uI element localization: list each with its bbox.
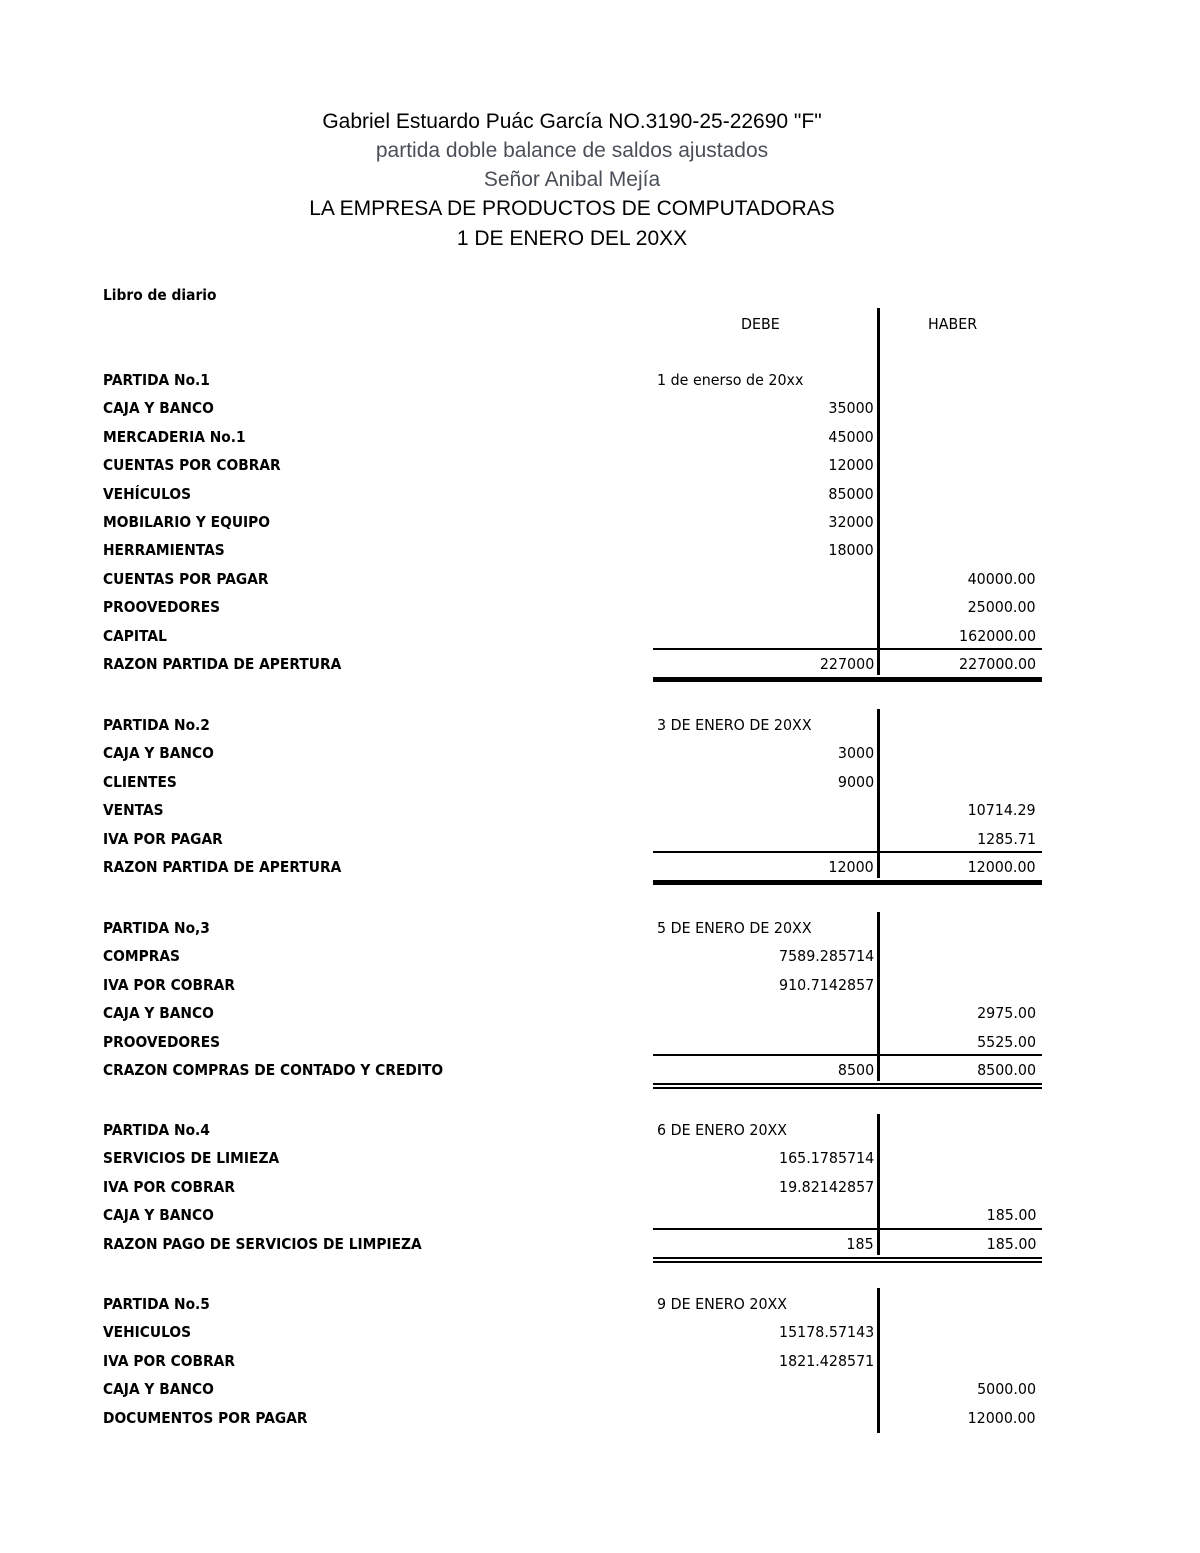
debe-amount: 32000	[828, 513, 874, 531]
debe-amount: 45000	[828, 428, 874, 446]
total-rule	[653, 1228, 1042, 1230]
account-name: CAJA Y BANCO	[103, 399, 214, 417]
haber-amount: 185.00	[986, 1206, 1036, 1224]
account-name: CAJA Y BANCO	[103, 1004, 214, 1022]
debe-amount: 3000	[837, 744, 874, 762]
column-divider	[877, 1114, 880, 1255]
account-name: CAJA Y BANCO	[103, 744, 214, 762]
haber-amount: 162000.00	[958, 627, 1036, 645]
double-rule	[653, 880, 1042, 885]
debe-amount: 7589.285714	[778, 947, 874, 965]
haber-amount: 10714.29	[968, 801, 1036, 819]
partida-title: PARTIDA No.2	[103, 716, 210, 734]
column-header-debe: DEBE	[741, 315, 780, 333]
account-name: CLIENTES	[103, 773, 177, 791]
account-name: SERVICIOS DE LIMIEZA	[103, 1149, 280, 1167]
account-name: COMPRAS	[103, 947, 180, 965]
debe-total: 185	[846, 1235, 874, 1253]
haber-amount: 5525.00	[977, 1033, 1036, 1051]
document-date: 1 DE ENERO DEL 20XX	[456, 227, 688, 250]
account-name: CAJA Y BANCO	[103, 1380, 214, 1398]
debe-amount: 910.7142857	[778, 976, 874, 994]
account-name: IVA POR COBRAR	[103, 1178, 235, 1196]
partida-title: PARTIDA No,3	[103, 919, 210, 937]
column-divider	[877, 912, 880, 1081]
account-name: MERCADERIA No.1	[103, 428, 246, 446]
journal-title: Libro de diario	[103, 286, 217, 304]
partida-date: 9 DE ENERO 20XX	[657, 1295, 788, 1313]
document-subtitle: partida doble balance de saldos ajustados	[375, 139, 769, 162]
author-line: Gabriel Estuardo Puác García NO.3190-25-22690 "F"	[322, 110, 822, 133]
haber-amount: 40000.00	[968, 570, 1036, 588]
razon-text: RAZON PARTIDA DE APERTURA	[103, 655, 342, 673]
account-name: VENTAS	[103, 801, 164, 819]
partida-title: PARTIDA No.5	[103, 1295, 210, 1313]
debe-total: 227000	[819, 655, 874, 673]
total-rule	[653, 1054, 1042, 1056]
double-rule	[653, 1087, 1042, 1089]
professor-name: Señor Anibal Mejía	[483, 168, 661, 191]
account-name: CUENTAS POR PAGAR	[103, 570, 269, 588]
account-name: PROOVEDORES	[103, 598, 221, 616]
razon-text: CRAZON COMPRAS DE CONTADO Y CREDITO	[103, 1061, 444, 1079]
debe-amount: 19.82142857	[778, 1178, 874, 1196]
debe-amount: 12000	[828, 456, 874, 474]
account-name: VEHÍCULOS	[103, 485, 192, 503]
haber-total: 227000.00	[958, 655, 1036, 673]
partida-date: 3 DE ENERO DE 20XX	[657, 716, 812, 734]
haber-amount: 5000.00	[977, 1380, 1036, 1398]
haber-amount: 25000.00	[968, 598, 1036, 616]
debe-total: 8500	[837, 1061, 874, 1079]
total-rule	[653, 851, 1042, 853]
partida-date: 6 DE ENERO 20XX	[657, 1121, 788, 1139]
account-name: CUENTAS POR COBRAR	[103, 456, 281, 474]
double-rule	[653, 1083, 1042, 1085]
company-name: LA EMPRESA DE PRODUCTOS DE COMPUTADORAS	[309, 197, 835, 220]
account-name: IVA POR COBRAR	[103, 1352, 235, 1370]
debe-amount: 9000	[837, 773, 874, 791]
partida-date: 5 DE ENERO DE 20XX	[657, 919, 812, 937]
column-divider	[877, 308, 880, 675]
razon-text: RAZON PAGO DE SERVICIOS DE LIMPIEZA	[103, 1235, 422, 1253]
account-name: IVA POR COBRAR	[103, 976, 235, 994]
partida-date: 1 de enerso de 20xx	[657, 371, 804, 389]
column-divider	[877, 1288, 880, 1433]
haber-total: 12000.00	[968, 858, 1036, 876]
debe-amount: 85000	[828, 485, 874, 503]
haber-amount: 2975.00	[977, 1004, 1036, 1022]
account-name: PROOVEDORES	[103, 1033, 221, 1051]
account-name: IVA POR PAGAR	[103, 830, 223, 848]
double-rule	[653, 677, 1042, 682]
column-header-haber: HABER	[928, 315, 978, 333]
haber-amount: 12000.00	[968, 1409, 1036, 1427]
account-name: DOCUMENTOS POR PAGAR	[103, 1409, 308, 1427]
debe-amount: 18000	[828, 541, 874, 559]
account-name: CAPITAL	[103, 627, 167, 645]
haber-total: 185.00	[986, 1235, 1036, 1253]
total-rule	[653, 648, 1042, 650]
debe-amount: 35000	[828, 399, 874, 417]
debe-amount: 15178.57143	[778, 1323, 874, 1341]
column-divider	[877, 709, 880, 878]
account-name: MOBILARIO Y EQUIPO	[103, 513, 271, 531]
partida-title: PARTIDA No.1	[103, 371, 210, 389]
double-rule	[653, 1261, 1042, 1263]
debe-amount: 1821.428571	[778, 1352, 874, 1370]
account-name: VEHICULOS	[103, 1323, 192, 1341]
razon-text: RAZON PARTIDA DE APERTURA	[103, 858, 342, 876]
debe-amount: 165.1785714	[778, 1149, 874, 1167]
haber-total: 8500.00	[977, 1061, 1036, 1079]
partida-title: PARTIDA No.4	[103, 1121, 210, 1139]
haber-amount: 1285.71	[977, 830, 1036, 848]
debe-total: 12000	[828, 858, 874, 876]
double-rule	[653, 1257, 1042, 1259]
account-name: HERRAMIENTAS	[103, 541, 225, 559]
account-name: CAJA Y BANCO	[103, 1206, 214, 1224]
